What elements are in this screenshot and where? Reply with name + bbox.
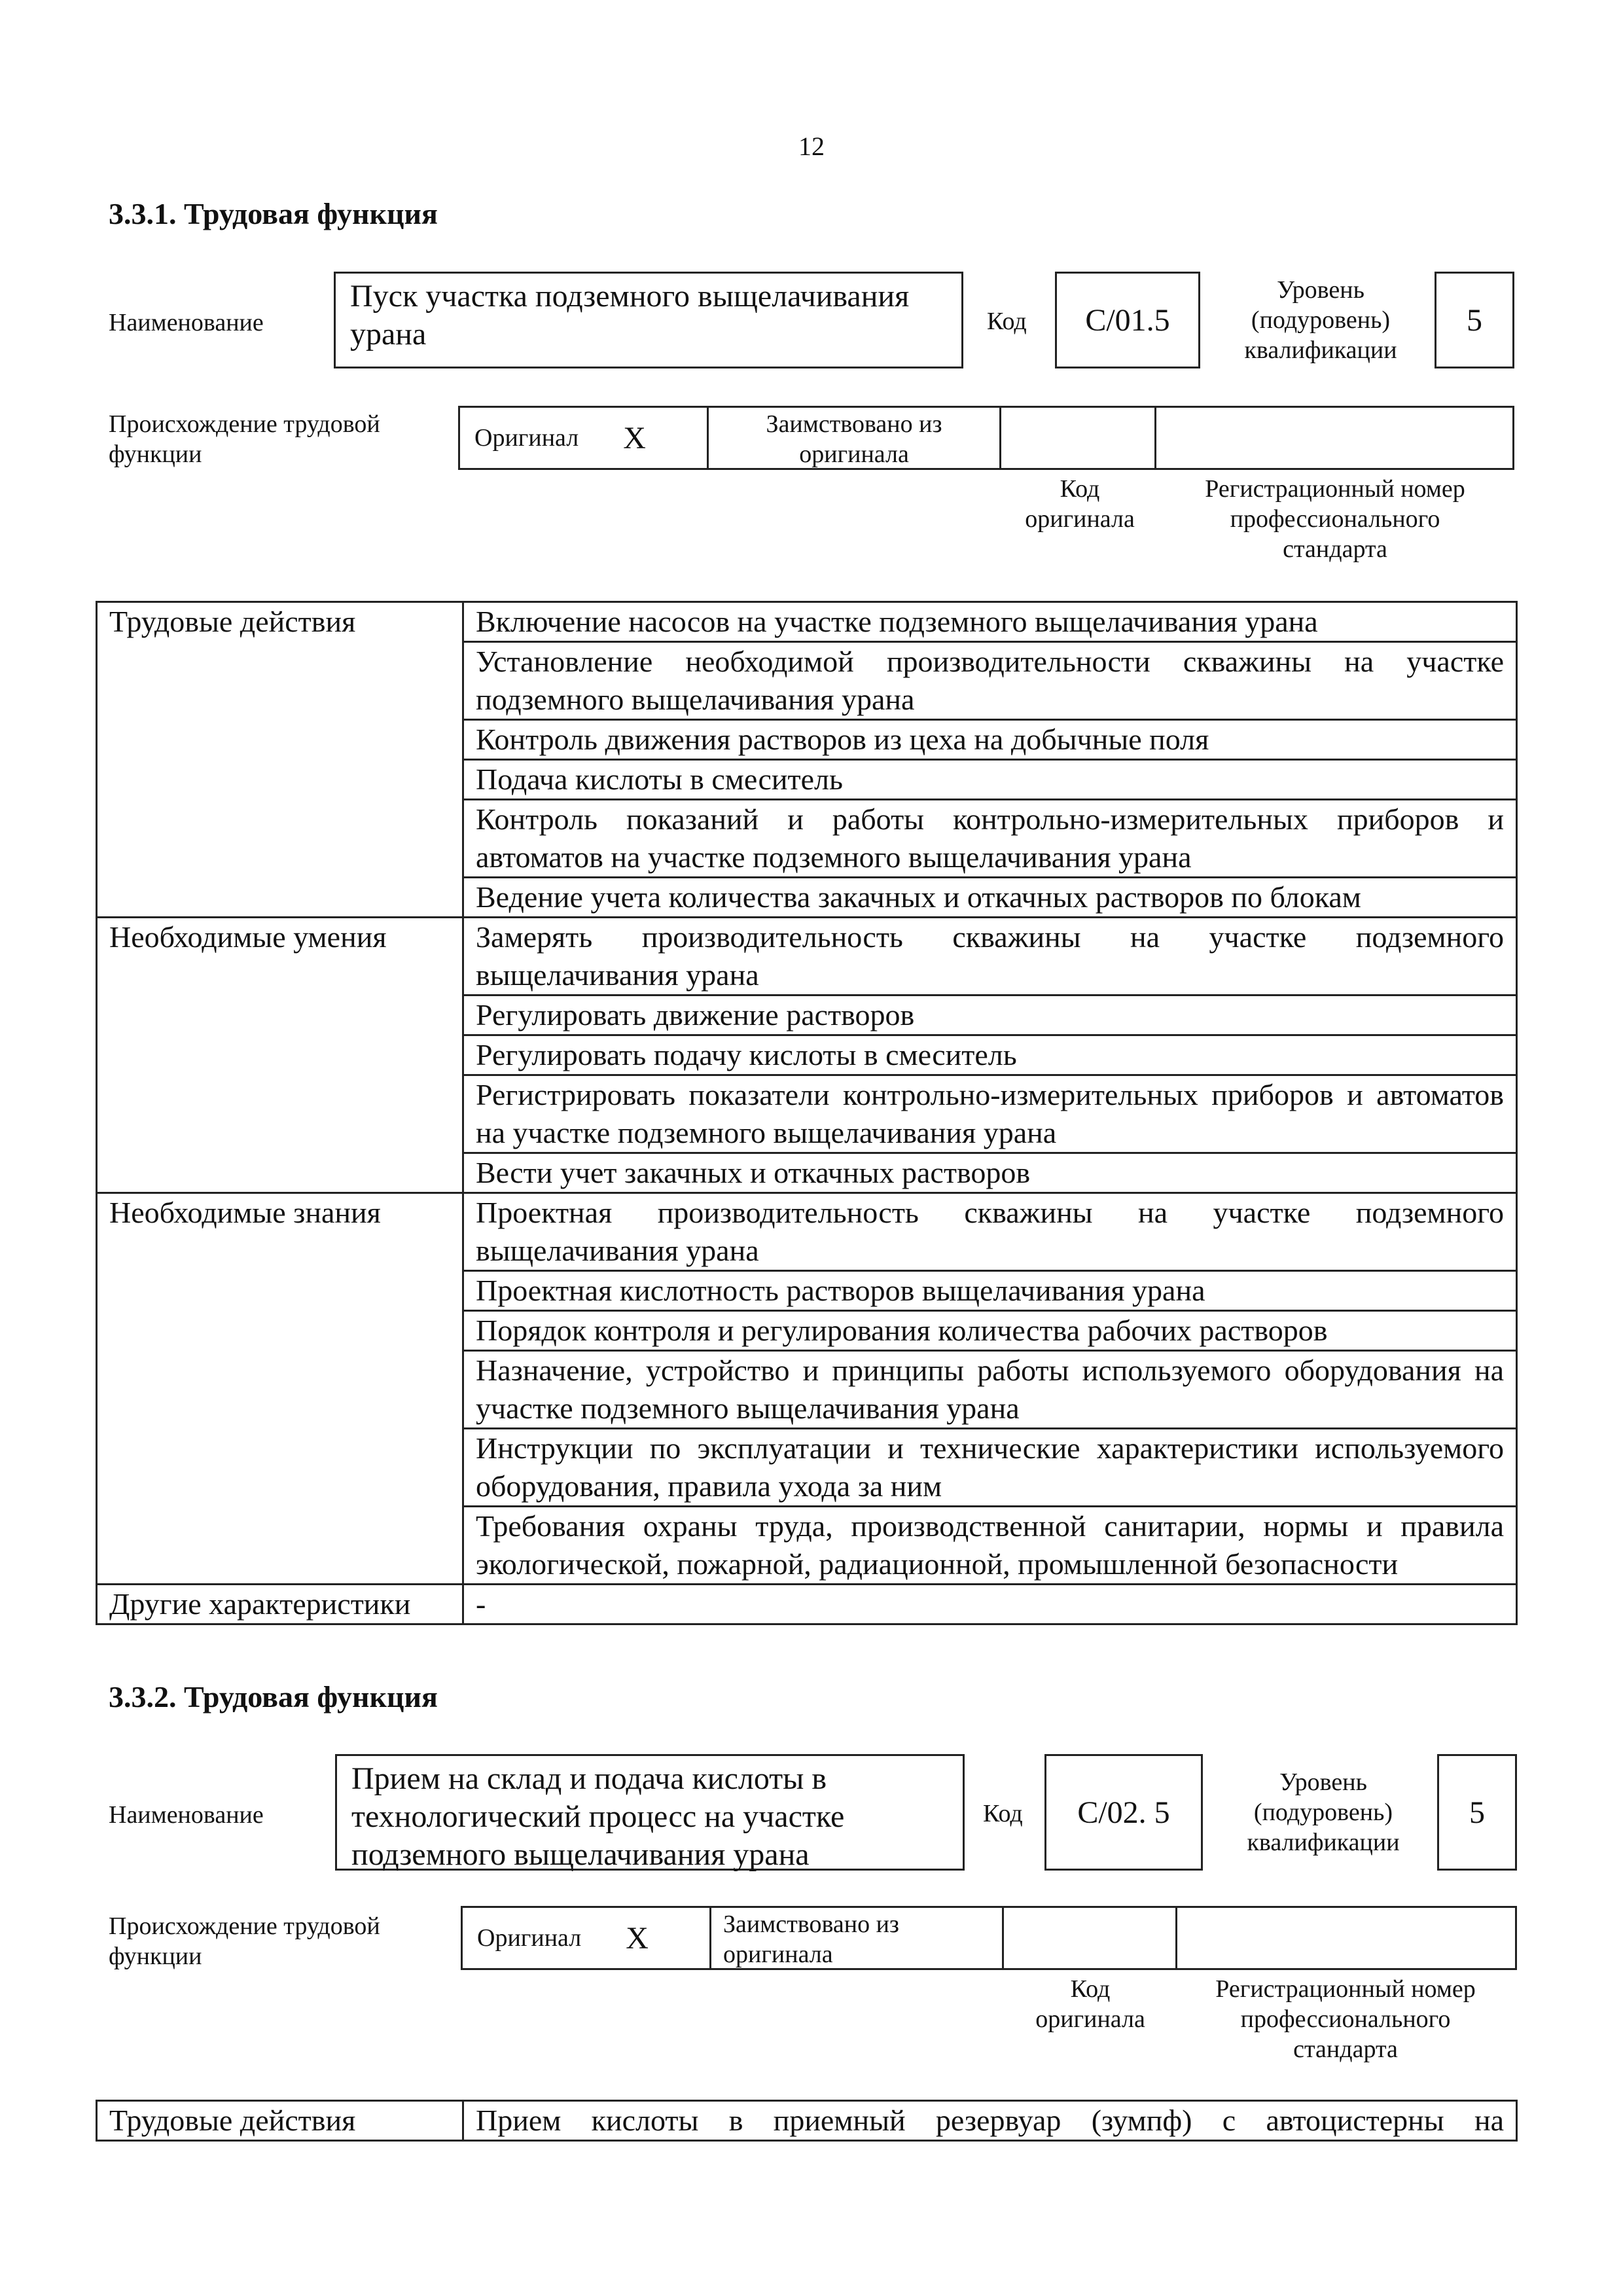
other-value: - [463,1585,1517,1624]
original-label-2: Оригинал [477,1924,582,1952]
labor-action-item: Контроль движения растворов из цеха на добычные поля [463,720,1517,760]
orig-code-cell-2 [1004,1908,1177,1968]
skill-item: Регулировать движение растворов [463,996,1517,1035]
table-row [97,602,1517,642]
page-number: 12 [798,132,825,161]
code-value-box-2: С/02. 5 [1044,1754,1203,1871]
origin-label-1: Происхождение трудовой функции [109,410,380,468]
knowledge-item: Порядок контроля и регулирования количества рабочих растворов [463,1311,1517,1351]
reg-number-caption-2: Регистрационный номер профессионального стандарта [1215,1975,1476,2063]
origin-row-2 [461,1906,1517,1970]
section-heading-1: 3.3.1. Трудовая функция [109,197,438,230]
borrowed-cell-2: Заимствовано из оригинала [711,1908,1004,1968]
function-name-box-2: Прием на склад и подача кислоты в технологический процесс на участке подземного выщелачивания урана [335,1754,965,1871]
orig-code-caption-1: Код оригинала [1025,475,1135,533]
orig-code-caption-2: Код оригинала [1035,1975,1145,2033]
original-mark-2: X [626,1920,649,1956]
table-row [97,1193,1517,1271]
table-row [97,1585,1517,1624]
reg-number-caption-1: Регистрационный номер профессионального стандарта [1205,475,1465,563]
labor-action-item: Подача кислоты в смеситель [463,760,1517,800]
level-value-box-2: 5 [1437,1754,1517,1871]
level-label-1: Уровень (подуровень) квалификации [1244,276,1397,364]
knowledge-item: Проектная производительность скважины на участке подземного выщелачивания урана [463,1193,1517,1271]
code-value-box-1: С/01.5 [1055,272,1200,368]
knowledge-item: Инструкции по эксплуатации и технические характеристики используемого оборудования, правила ухода за ним [463,1429,1517,1507]
labor-action-item: Ведение учета количества закачных и откачных растворов по блокам [463,878,1517,918]
knowledge-item: Проектная кислотность растворов выщелачивания урана [463,1271,1517,1311]
competency-table-2 [96,2100,1518,2142]
skills-label: Необходимые умения [97,918,463,1193]
other-label: Другие характеристики [97,1585,463,1624]
labor-action-item: Включение насосов на участке подземного выщелачивания урана [463,602,1517,642]
reg-number-cell-2 [1177,1908,1515,1968]
original-cell-1 [460,408,709,468]
code-label-2: Код [983,1800,1023,1827]
name-label-2: Наименование [109,1801,264,1829]
origin-row-1 [458,406,1514,470]
section-heading-2: 3.3.2. Трудовая функция [109,1680,438,1713]
competency-table-1 [96,601,1518,1625]
knowledge-label: Необходимые знания [97,1193,463,1585]
knowledge-item: Назначение, устройство и принципы работы используемого оборудования на участке подземного выщелачивания урана [463,1351,1517,1429]
labor-actions-label-2: Трудовые действия [97,2101,463,2141]
original-label-1: Оригинал [474,424,579,452]
function-name-box-1: Пуск участка подземного выщелачивания урана [334,272,963,368]
labor-action-item: Контроль показаний и работы контрольно-измерительных приборов и автоматов на участке подземного выщелачивания урана [463,800,1517,878]
table-row [97,918,1517,996]
original-cell-2 [463,1908,711,1968]
orig-code-cell-1 [1001,408,1156,468]
origin-label-2: Происхождение трудовой функции [109,1912,380,1970]
table-row [97,2101,1517,2141]
name-label-1: Наименование [109,309,264,336]
code-label-1: Код [987,308,1027,335]
reg-number-cell-1 [1156,408,1512,468]
skill-item: Регистрировать показатели контрольно-измерительных приборов и автоматов на участке подземного выщелачивания урана [463,1075,1517,1153]
level-value-box-1: 5 [1435,272,1514,368]
labor-actions-label: Трудовые действия [97,602,463,918]
labor-action-item: Прием кислоты в приемный резервуар (зумпф) с автоцистерны на [463,2101,1517,2141]
skill-item: Регулировать подачу кислоты в смеситель [463,1035,1517,1075]
knowledge-item: Требования охраны труда, производственной санитарии, нормы и правила экологической, пожарной, радиационной, промышленной безопасности [463,1507,1517,1585]
skill-item: Замерять производительность скважины на участке подземного выщелачивания урана [463,918,1517,996]
labor-action-item: Установление необходимой производительности скважины на участке подземного выщелачивания урана [463,642,1517,720]
borrowed-cell-1: Заимствовано из оригинала [709,408,1001,468]
original-mark-1: X [623,420,646,456]
skill-item: Вести учет закачных и откачных растворов [463,1153,1517,1193]
level-label-2: Уровень (подуровень) квалификации [1247,1768,1400,1856]
